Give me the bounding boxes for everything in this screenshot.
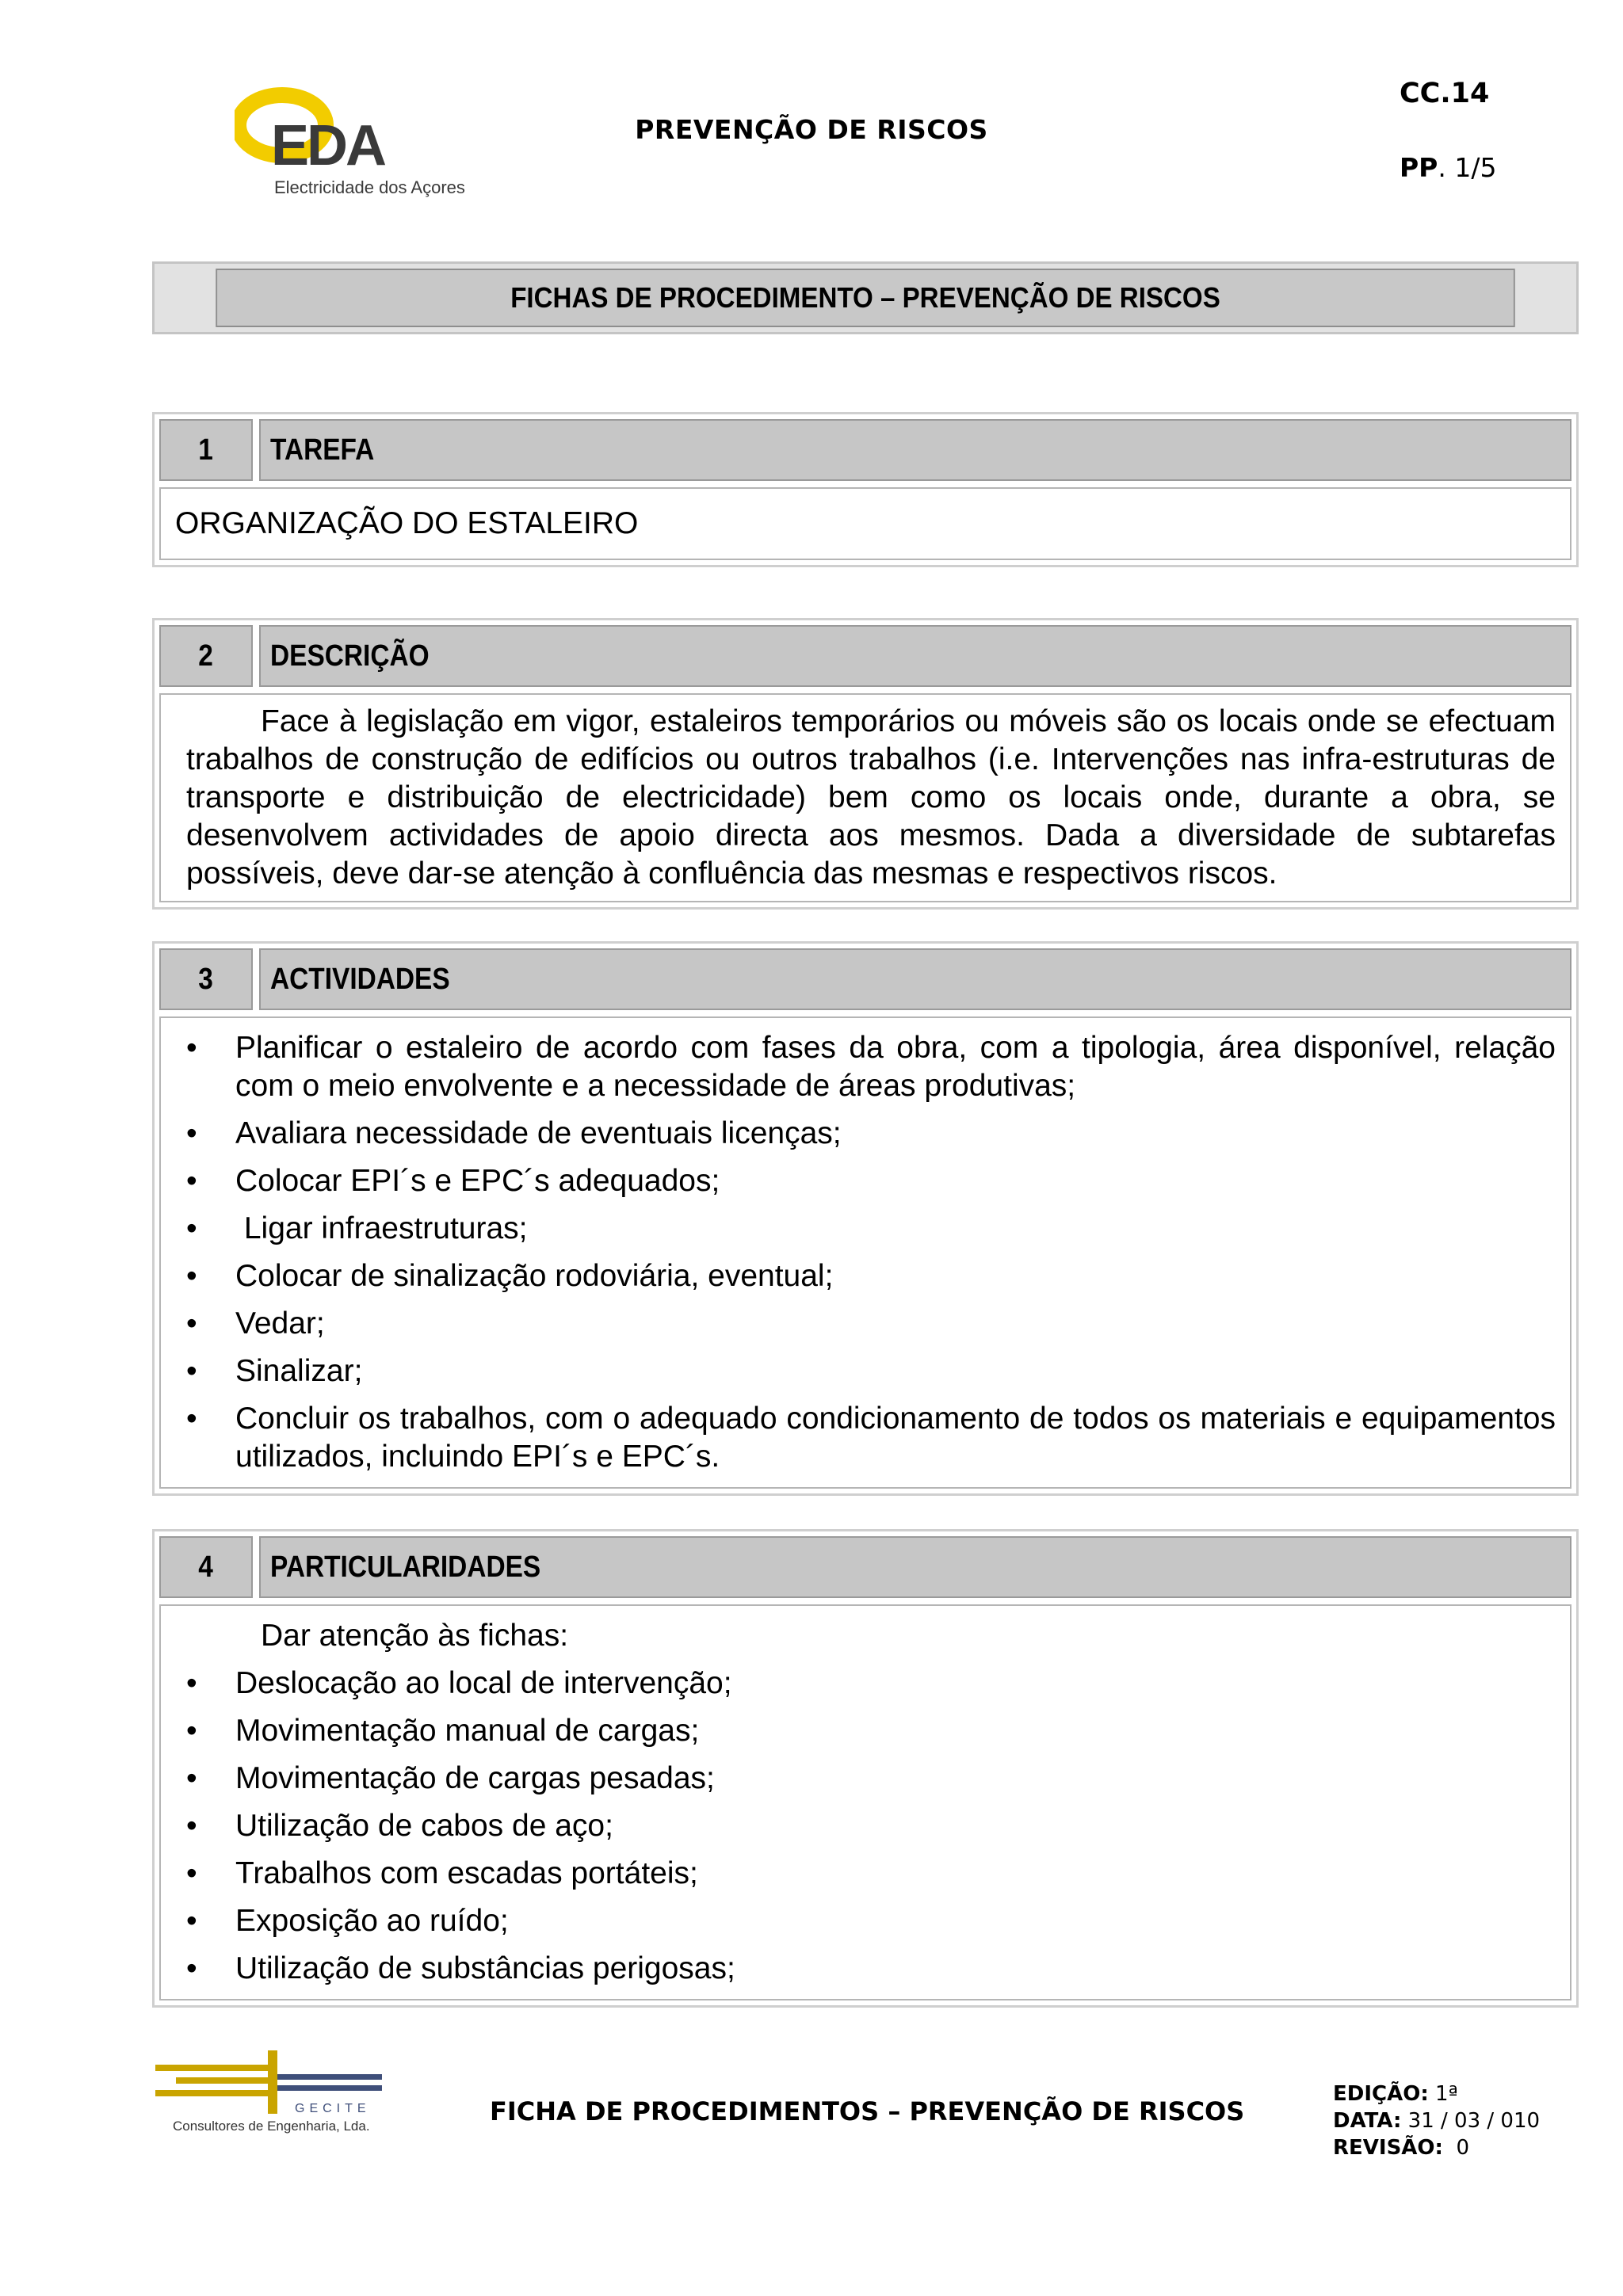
list-item: • Ligar infraestruturas; xyxy=(175,1210,1556,1248)
description-paragraph: Face à legislação em vigor, estaleiros temporários ou móveis são os locais onde se efectuam trabalhos de construção de edifícios ou outros trabalhos (i.e. Intervenções nas infra-estruturas de transporte e distribuição de electricidade) bem como os locais onde, durante a obra, se desenvolvem actividades de apoio directa aos mesmos. Dada a diversidade de subtarefas possíveis, deve dar-se atenção à confluência das mesmas e respectivos riscos. xyxy=(186,704,1556,891)
main-title-inner xyxy=(216,269,1514,327)
revision-value: 0 xyxy=(1442,2136,1470,2160)
eda-logo-text: EDA xyxy=(271,114,385,177)
gecite-logo-text: GECITE xyxy=(295,2102,371,2115)
list-item: • Utilização de cabos de aço; xyxy=(175,1807,1556,1845)
list-item: • Colocar de sinalização rodoviária, eventual; xyxy=(175,1257,1556,1295)
date-line xyxy=(1333,2107,1540,2134)
list-item: • Utilização de substâncias perigosas; xyxy=(175,1950,1556,1988)
list-item: • Colocar EPI´s e EPC´s adequados; xyxy=(175,1162,1556,1200)
gecite-logo xyxy=(155,2050,393,2138)
eda-logo-graphic xyxy=(235,86,472,204)
section-header xyxy=(159,419,1571,481)
list-item: • Concluir os trabalhos, com o adequado condicionamento de todos os materiais e equipamentos utilizados, incluindo EPI´s e EPC´s. xyxy=(175,1400,1556,1476)
section-body xyxy=(159,1016,1571,1489)
gecite-logo-caption: Consultores de Engenharia, Lda. xyxy=(173,2119,370,2134)
date-label: DATA: xyxy=(1333,2109,1402,2133)
section-number: 1 xyxy=(159,419,253,481)
list-item: • Deslocação ao local de intervenção; xyxy=(175,1665,1556,1703)
revision-label: REVISÃO: xyxy=(1333,2136,1443,2160)
task-name: ORGANIZAÇÃO DO ESTALEIRO xyxy=(175,506,639,540)
section-tarefa xyxy=(152,412,1579,567)
list-item: • Movimentação manual de cargas; xyxy=(175,1712,1556,1750)
section-body xyxy=(159,487,1571,560)
edition-line xyxy=(1333,2081,1540,2107)
page-label: PP xyxy=(1400,152,1438,183)
main-title-bar xyxy=(152,261,1579,334)
list-item: • Vedar; xyxy=(175,1305,1556,1343)
page-number xyxy=(1400,152,1496,183)
edition-label: EDIÇÃO: xyxy=(1333,2082,1429,2106)
gecite-logo-graphic xyxy=(155,2050,393,2117)
section-header xyxy=(159,1536,1571,1598)
section-header xyxy=(159,948,1571,1010)
list-item: • Avaliara necessidade de eventuais licenças; xyxy=(175,1115,1556,1153)
main-title: FICHAS DE PROCEDIMENTO – PREVENÇÃO DE RISCOS xyxy=(510,281,1220,314)
particularities-list xyxy=(175,1665,1556,1988)
list-item: • Planificar o estaleiro de acordo com fases da obra, com a tipologia, área disponível, relação com o meio envolvente e a necessidade de áreas produtivas; xyxy=(175,1029,1556,1105)
footer-meta xyxy=(1333,2081,1540,2161)
section-number: 3 xyxy=(159,948,253,1010)
section-label: PARTICULARIDADES xyxy=(259,1536,1571,1598)
list-item: • Sinalizar; xyxy=(175,1352,1556,1390)
edition-value: 1ª xyxy=(1428,2082,1458,2106)
section-descricao xyxy=(152,618,1579,910)
section-number: 4 xyxy=(159,1536,253,1598)
list-item: • Movimentação de cargas pesadas; xyxy=(175,1760,1556,1798)
activities-list xyxy=(175,1029,1556,1476)
eda-logo xyxy=(235,86,472,204)
section-particularidades xyxy=(152,1529,1579,2008)
section-label: DESCRIÇÃO xyxy=(259,625,1571,687)
section-actividades xyxy=(152,941,1579,1496)
revision-line xyxy=(1333,2134,1540,2161)
section-label: TAREFA xyxy=(259,419,1571,481)
footer-title: FICHA DE PROCEDIMENTOS – PREVENÇÃO DE RISCOS xyxy=(490,2096,1245,2126)
header-title: PREVENÇÃO DE RISCOS xyxy=(635,114,988,145)
section-body xyxy=(159,693,1571,902)
section-label: ACTIVIDADES xyxy=(259,948,1571,1010)
eda-logo-subtitle: Electricidade dos Açores xyxy=(274,177,465,197)
list-item: • Exposição ao ruído; xyxy=(175,1902,1556,1940)
section-header xyxy=(159,625,1571,687)
list-item: • Trabalhos com escadas portáteis; xyxy=(175,1855,1556,1893)
page-value: . 1/5 xyxy=(1438,152,1497,183)
particularities-intro: Dar atenção às fichas: xyxy=(261,1619,569,1653)
document-code: CC.14 xyxy=(1400,78,1490,109)
section-number: 2 xyxy=(159,625,253,687)
date-value: 31 / 03 / 010 xyxy=(1401,2109,1541,2133)
section-body xyxy=(159,1604,1571,2000)
